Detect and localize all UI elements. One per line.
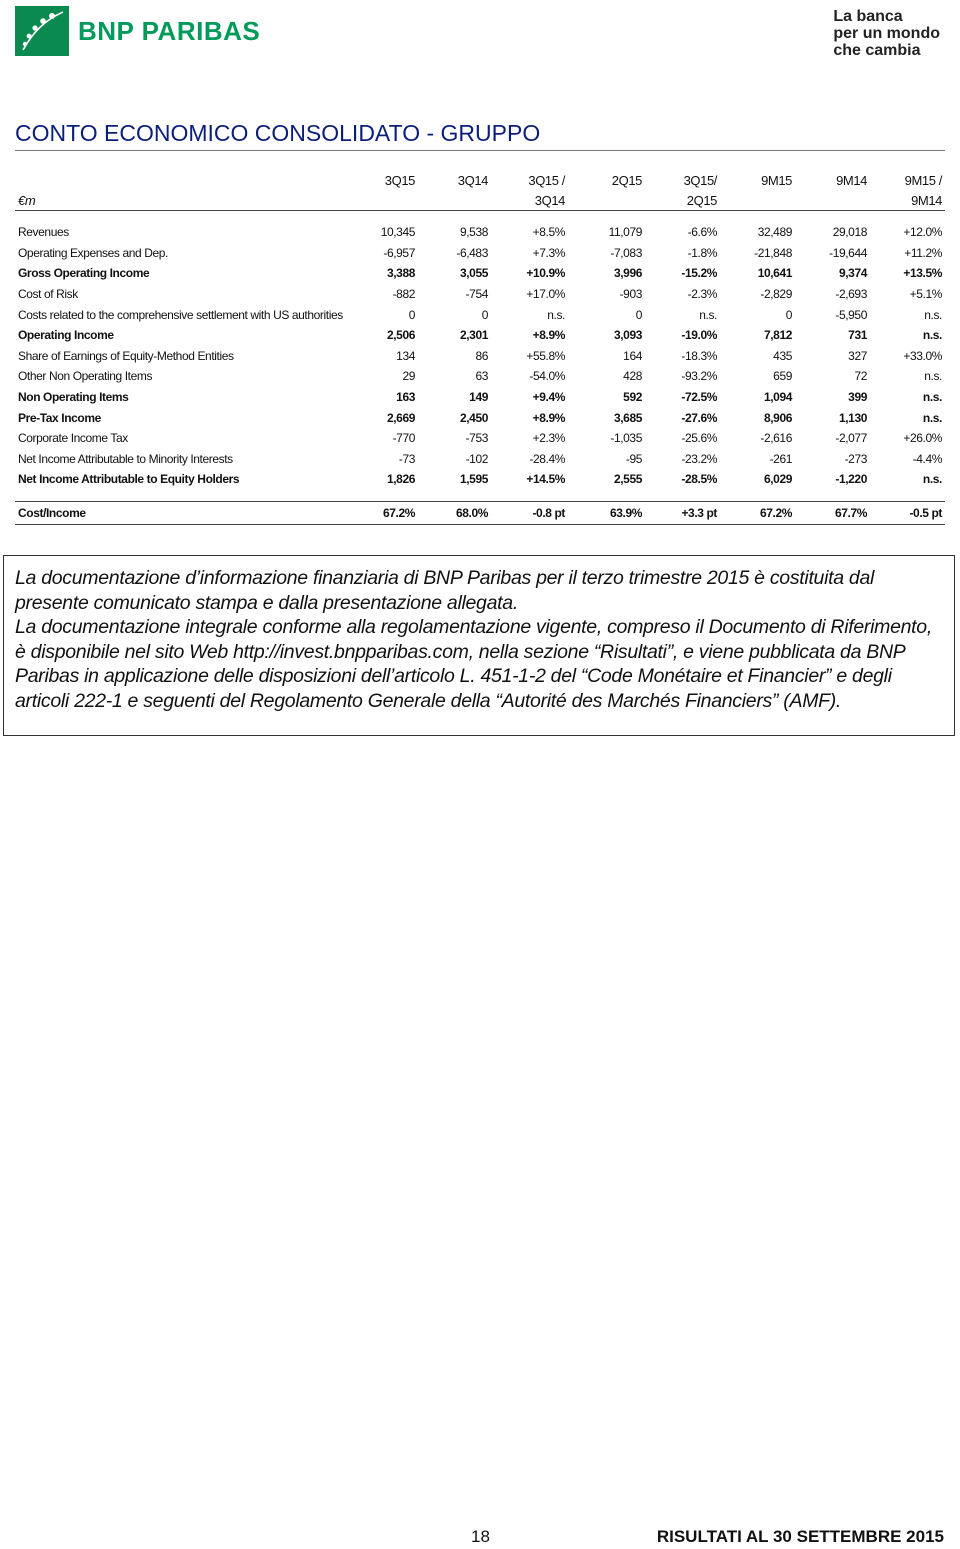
table-cell: +55.8% [526,348,565,363]
tagline-line: La banca [833,8,903,25]
table-cell: -261 [769,451,792,466]
table-cell: -2,693 [835,287,867,302]
row-label: Other Non Operating Items [18,369,153,384]
table-cell: -5,950 [835,307,867,322]
table-cell: +9.4% [532,390,565,405]
spacer-row [15,211,945,223]
table-cell: 11,079 [608,225,642,240]
disclosure-paragraph: La documentazione integrale conforme alla regolamentazione vigente, compreso il Documento di Riferimento, è disponibile nel sito Web http://invest.bnpparibas.com, nella sezione “Risultati”, e viene pubblicata da BNP Paribas in applicazione delle disposizioni dell’articolo L. 451-1-2 del “Code Monétaire et Financier” e degli articoli 222-1 e seguenti del Regolamento Generale della “Autorité des Marchés Financiers” (AMF). [15,616,932,712]
table-cell: 731 [848,328,867,343]
table-cell: 7,812 [763,328,792,343]
table-cell: 29,018 [832,225,867,240]
table-cell: -753 [465,431,488,446]
table-cell: 67.7% [795,501,870,524]
table-cell: +11.2% [904,245,942,260]
row-label: Revenues [18,225,69,240]
table-cell: -21,848 [754,245,792,260]
brand-name: BNP PARIBAS [78,16,261,46]
table-row [15,222,945,243]
table-cell: -54.0% [529,369,565,384]
tagline-line: per un mondo [833,25,940,42]
table-cell: -6.6% [687,225,717,240]
table-row [15,387,945,408]
table-header-row [15,190,945,211]
row-label: Non Operating Items [18,390,129,405]
column-header [345,190,418,211]
table-cell: +13.5% [903,266,942,281]
table-cell: 0 [408,307,415,322]
table-cell: +12.0% [903,225,942,240]
spacer-row [15,490,945,502]
table-cell: -2,077 [835,431,867,446]
table-cell: 592 [623,390,642,405]
column-header [795,190,870,211]
table-cell: -754 [465,287,488,302]
disclosure-paragraph: La documentazione d’informazione finanziaria di BNP Paribas per il terzo trimestre 2015 è costituita dal presente comunicato stampa e dalla presentazione allegata. [15,567,875,614]
bnp-logo-icon [15,6,69,56]
table-cell: -23.2% [681,451,717,466]
table-cell: -7,083 [610,245,642,260]
table-cell: -1.8% [687,245,717,260]
table-cell: 10,345 [380,225,415,240]
column-header [418,190,491,211]
row-label: Net Income Attributable to Equity Holders [18,472,240,487]
column-header: 2Q15 [645,190,720,211]
table-cell: -1,220 [835,472,867,487]
column-header: 3Q14 [491,190,568,211]
tagline-line: che cambia [833,42,921,59]
income-statement-table [15,170,945,525]
title-divider [15,150,945,151]
table-cell: 32,489 [757,225,792,240]
table-cell: 10,641 [757,266,792,281]
table-cell: n.s. [922,328,942,343]
row-label: Operating Expenses and Dep. [18,245,168,260]
table-cell: 2,506 [386,328,415,343]
column-header: 3Q15 [384,172,415,188]
page-title: CONTO ECONOMICO CONSOLIDATO - GRUPPO [15,120,541,146]
table-body [15,211,945,525]
table-cell: 164 [623,348,642,363]
table-cell: 0 [635,307,642,322]
table-cell: n.s. [699,307,717,322]
table-cell: +3.3 pt [645,501,720,524]
table-cell: 149 [469,390,488,405]
unit-label: €m [15,190,345,211]
table-cell: -102 [465,451,488,466]
table-cell: -903 [619,287,642,302]
page-number: 18 [471,1527,490,1546]
column-header: 3Q15/ [683,172,717,188]
row-label: Net Income Attributable to Minority Interests [18,451,233,466]
tagline [833,8,940,59]
column-header: 9M15 [761,172,792,188]
table-cell: 0 [785,307,792,322]
table-cell: 3,388 [386,266,415,281]
table-cell: +2.3% [532,431,565,446]
table-cell: 63.9% [568,501,645,524]
table-cell: -1,035 [610,431,642,446]
table-cell: -2.3% [687,287,717,302]
disclosure-box [3,555,955,736]
table-cell: -93.2% [681,369,717,384]
row-label: Pre-Tax Income [18,410,101,425]
table-cell: n.s. [922,390,942,405]
table-row [15,449,945,470]
table-cell: 428 [623,369,642,384]
table-cell: -0.8 pt [491,501,568,524]
table-cell: +14.5% [526,472,565,487]
column-header: 3Q15 / [528,172,565,188]
table-row [15,366,945,387]
table-cell: n.s. [922,410,942,425]
table-cell: 2,669 [386,410,415,425]
table-cell: 399 [848,390,867,405]
table-cell: 2,301 [459,328,488,343]
table-cell: -770 [392,431,415,446]
table-cell: -73 [398,451,415,466]
row-label: Share of Earnings of Equity-Method Entities [18,348,234,363]
table-cell: 67.2% [345,501,418,524]
table-cell: -0.5 pt [870,501,945,524]
row-label: Cost/Income [15,501,345,524]
footer-title: RISULTATI AL 30 SETTEMBRE 2015 [656,1527,944,1546]
table-cell: -95 [625,451,642,466]
table-cell: 1,595 [459,472,488,487]
table-cell: 1,094 [763,390,792,405]
row-label: Corporate Income Tax [18,431,128,446]
table-cell: -18.3% [681,348,717,363]
table-cell: -273 [844,451,867,466]
column-header: 9M14 [836,172,867,188]
table-cell: 9,538 [459,225,488,240]
table-cell: +8.9% [532,410,565,425]
table-cell: +26.0% [903,431,942,446]
table-row [15,501,945,524]
row-label: Operating Income [18,328,114,343]
table-cell: 72 [854,369,867,384]
table-cell: 63 [475,369,488,384]
table-cell: 134 [396,348,415,363]
table-cell: 1,130 [838,410,867,425]
table-cell: 435 [773,348,792,363]
table-row [15,263,945,284]
table-cell: 86 [475,348,488,363]
table-cell: 163 [396,390,415,405]
table-cell: 2,555 [613,472,642,487]
table-cell: -2,829 [760,287,792,302]
table-cell: -25.6% [681,431,717,446]
column-header [720,190,795,211]
column-header: 9M15 / [904,172,942,188]
table-row [15,428,945,449]
table-cell: n.s. [924,369,942,384]
table-cell: 9,374 [838,266,867,281]
table-row [15,346,945,367]
table-cell: +5.1% [909,287,942,302]
table-cell: 659 [773,369,792,384]
table-cell: -19,644 [829,245,867,260]
table-cell: -6,957 [383,245,415,260]
table-cell: -27.6% [681,410,717,425]
table-cell: +33.0% [903,348,942,363]
table-cell: -6,483 [456,245,488,260]
table-row [15,243,945,264]
table-cell: 3,093 [613,328,642,343]
table-row [15,304,945,325]
table-cell: 0 [481,307,488,322]
table-cell: +17.0% [526,287,565,302]
table-header-row [15,170,945,190]
table-cell: 1,826 [386,472,415,487]
table-cell: -19.0% [681,328,717,343]
row-label: Cost of Risk [18,287,78,302]
table-cell: n.s. [547,307,565,322]
table-cell: -2,616 [760,431,792,446]
table-row [15,284,945,305]
table-cell: 29 [402,369,415,384]
column-header [568,190,645,211]
table-cell: +10.9% [526,266,565,281]
column-header: 3Q14 [457,172,488,188]
row-label: Gross Operating Income [18,266,150,281]
column-header: 9M14 [870,190,945,211]
table-cell: +8.5% [532,225,565,240]
table-cell: 3,996 [613,266,642,281]
table-cell: -15.2% [681,266,717,281]
table-row [15,325,945,346]
row-label: Costs related to the comprehensive settlement with US authorities [18,307,343,322]
table-cell: n.s. [924,307,942,322]
table-cell: 6,029 [763,472,792,487]
table-cell: -28.4% [529,451,565,466]
table-cell: -4.4% [912,451,942,466]
header-empty [15,170,345,190]
table-cell: 327 [848,348,867,363]
table-row [15,469,945,490]
table-cell: 2,450 [459,410,488,425]
stars-icon [15,6,69,56]
table-cell: -882 [392,287,415,302]
table-cell: 67.2% [720,501,795,524]
table-cell: +8.9% [532,328,565,343]
table-cell: 3,055 [459,266,488,281]
table-cell: 8,906 [763,410,792,425]
table-cell: +7.3% [532,245,565,260]
table-cell: 3,685 [613,410,642,425]
table-cell: n.s. [922,472,942,487]
column-header: 2Q15 [611,172,642,188]
table-cell: 68.0% [418,501,491,524]
table-cell: -72.5% [681,390,717,405]
table-cell: -28.5% [681,472,717,487]
table-row [15,407,945,428]
